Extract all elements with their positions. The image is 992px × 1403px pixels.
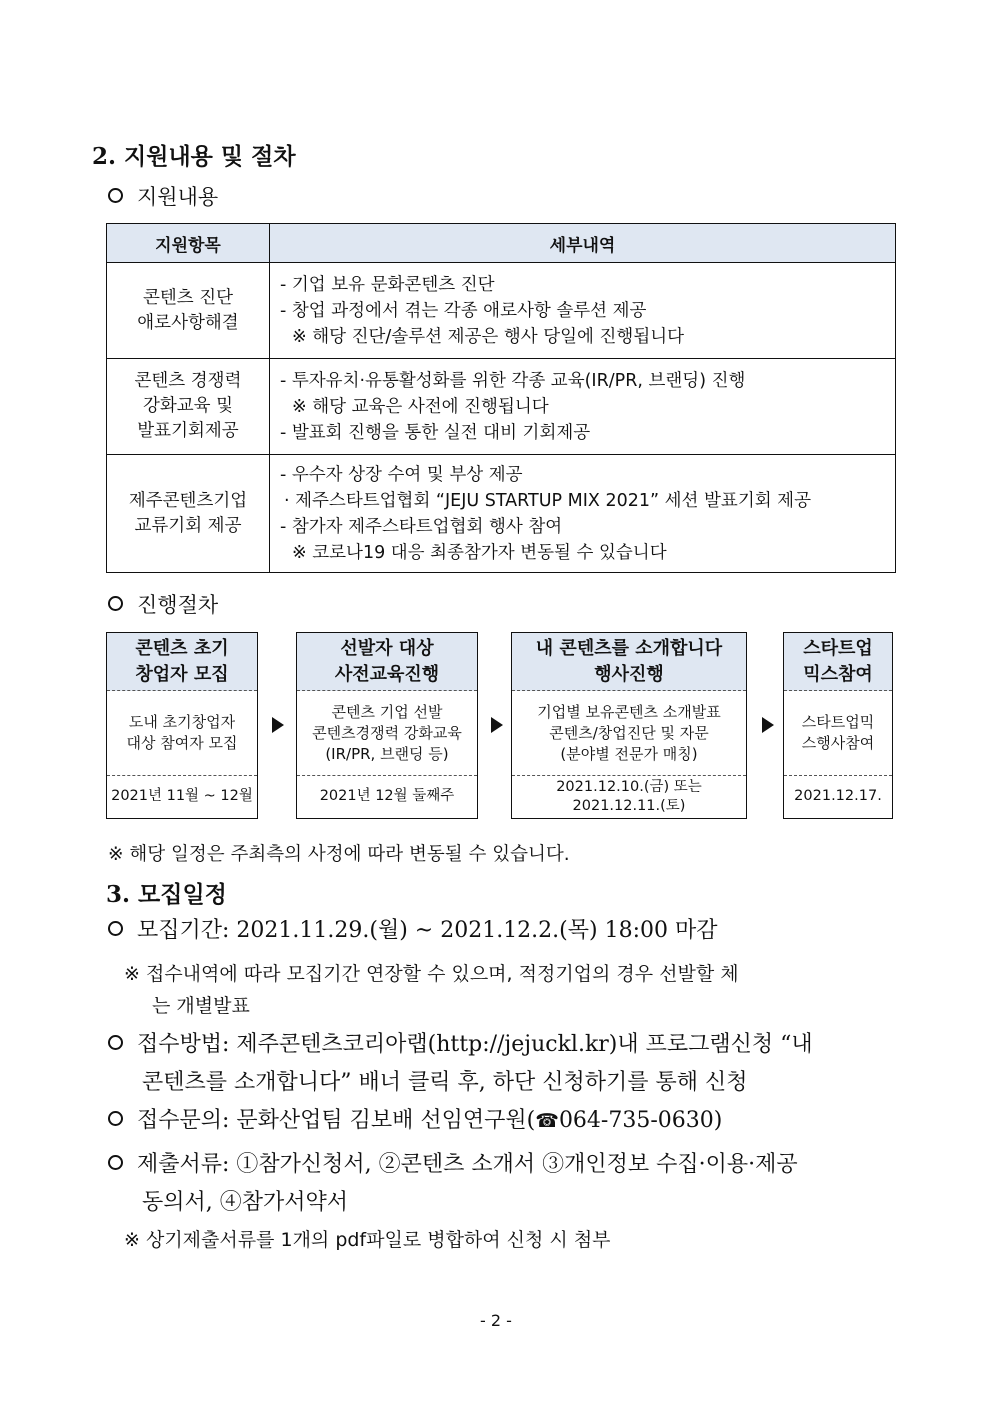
submit-docs-text: 제출서류: ①참가신청서, ②콘텐츠 소개서 ③개인정보 수집·이용·제공 (137, 1152, 798, 1177)
item-line: 발표기회제공 (137, 421, 239, 441)
table-cell-detail (270, 455, 896, 573)
detail-line: - 투자유치·유통활성화를 위한 각종 교육(IR/PR, 브랜딩) 진행 (280, 370, 746, 391)
step-desc-line: 스행사참여 (801, 734, 875, 752)
step-date (784, 776, 892, 817)
page-number: - 2 - (480, 1311, 512, 1330)
apply-method (108, 1026, 813, 1102)
period-note (124, 958, 739, 1022)
item-line: 콘텐츠 진단 (142, 287, 234, 308)
bullet-circle-icon (108, 1155, 123, 1170)
step-title (784, 633, 892, 691)
step-desc-line: 콘텐츠 기업 선발 (331, 702, 443, 721)
detail-line: - 창업 과정에서 겪는 각종 애로사항 솔루션 제공 (280, 300, 647, 321)
step-desc (107, 691, 257, 776)
submit-docs-text: 동의서, ④참가서약서 (142, 1190, 349, 1215)
detail-note: ※ 해당 교육은 사전에 진행됩니다 (292, 396, 549, 417)
process-heading (108, 589, 218, 619)
detail-line: - 발표회 진행을 통한 실전 대비 기회제공 (280, 422, 591, 443)
item-line: 교류기회 제공 (134, 515, 242, 536)
step-title-line: 행사진행 (594, 663, 664, 685)
step-desc (297, 691, 477, 776)
submit-docs (108, 1146, 798, 1222)
section-2-title: 2. 지원내용 및 절차 (92, 143, 296, 170)
period-note-line: ※ 접수내역에 따라 모집기간 연장할 수 있으며, 적정기업의 경우 선발할 체 (124, 963, 739, 985)
docs-note: ※ 상기제출서류를 1개의 pdf파일로 병합하여 신청 시 첨부 (124, 1229, 611, 1251)
table-cell-detail (270, 263, 896, 359)
process-step-event (511, 632, 747, 819)
apply-method-text: 접수방법: 제주콘텐츠코리아랩(http://jejuckl.kr)내 프로그램신청 “내 (137, 1032, 813, 1057)
step-desc-line: (IR/PR, 브랜딩 등) (325, 744, 449, 763)
detail-line: · 제주스타트업협회 “JEJU STARTUP MIX 2021” 세션 발표기회 제공 (284, 490, 811, 511)
step-title-line: 콘텐츠 초기 (135, 637, 229, 659)
table-row (107, 359, 896, 455)
table-row (107, 263, 896, 359)
arrow-right-icon (491, 717, 503, 733)
step-date (297, 776, 477, 817)
step-title (297, 633, 477, 691)
step-desc (512, 691, 746, 776)
step-title-line: 내 콘텐츠를 소개합니다 (535, 637, 723, 659)
support-heading-text: 지원내용 (137, 185, 219, 209)
step-title-line: 창업자 모집 (135, 663, 229, 685)
detail-line: - 우수자 상장 수여 및 부상 제공 (280, 464, 523, 485)
step-date (107, 776, 257, 817)
header-detail: 세부내역 (270, 224, 896, 263)
step-desc-line: 기업별 보유콘텐츠 소개발표 (537, 702, 721, 721)
apply-method-text: 콘텐츠를 소개합니다” 배너 클릭 후, 하단 신청하기를 통해 신청 (142, 1070, 748, 1095)
arrow-right-icon (272, 717, 284, 733)
arrow-right-icon (762, 717, 774, 733)
step-date (512, 776, 746, 817)
step-title-line: 사전교육진행 (334, 663, 440, 685)
step-desc-line: 스타트업믹 (801, 713, 875, 731)
inquiry-phone: 064-735-0630) (558, 1108, 723, 1133)
step-date-line: 2021.12.17. (794, 788, 882, 804)
table-header-row (107, 224, 896, 263)
process-step-startup-mix (783, 632, 893, 819)
step-desc-line: 도내 초기창업자 (128, 713, 236, 731)
step-desc-line: 콘텐츠경쟁력 강화교육 (312, 723, 462, 742)
process-heading-text: 진행절차 (137, 593, 219, 617)
step-title (107, 633, 257, 691)
process-step-recruit (106, 632, 258, 819)
step-title-line: 스타트업 (803, 637, 873, 659)
recruit-period (108, 916, 717, 946)
table-cell-item (107, 455, 270, 573)
bullet-circle-icon (108, 596, 123, 611)
step-date-line: 2021.12.11.(토) (572, 797, 686, 814)
process-step-education (296, 632, 478, 819)
step-date-line: 2021.12.10.(금) 또는 (556, 778, 702, 795)
apply-inquiry (108, 1106, 722, 1136)
section-3-title: 3. 모집일정 (106, 881, 227, 908)
header-item: 지원항목 (107, 224, 270, 263)
detail-line: - 기업 보유 문화콘텐츠 진단 (280, 274, 495, 295)
item-line: 콘텐츠 경쟁력 (134, 371, 242, 391)
support-table (106, 223, 896, 573)
step-title-line: 선발자 대상 (340, 637, 434, 659)
detail-line: - 참가자 제주스타트업협회 행사 참여 (280, 516, 563, 537)
period-note-line: 는 개별발표 (152, 995, 250, 1017)
bullet-circle-icon (108, 1035, 123, 1050)
table-cell-item (107, 263, 270, 359)
step-title (512, 633, 746, 691)
bullet-circle-icon (108, 188, 123, 203)
item-line: 애로사항해결 (137, 312, 239, 333)
recruit-period-text: 모집기간: 2021.11.29.(월) ~ 2021.12.2.(목) 18:00 마감 (137, 918, 718, 943)
item-line: 강화교육 및 (142, 396, 234, 416)
table-cell-item (107, 359, 270, 455)
step-desc-line: 대상 참여자 모집 (126, 734, 238, 752)
table-row (107, 455, 896, 573)
step-desc-line: (분야별 전문가 매칭) (560, 744, 698, 763)
item-line: 제주콘텐츠기업 (128, 490, 248, 511)
bullet-circle-icon (108, 1111, 123, 1126)
detail-note: ※ 코로나19 대응 최종참가자 변동될 수 있습니다 (292, 542, 667, 563)
step-date-line: 2021년 11월 ~ 12월 (111, 788, 253, 804)
step-desc (784, 691, 892, 776)
phone-icon: ☎ (535, 1110, 559, 1132)
inquiry-text: 접수문의: 문화산업팀 김보배 선임연구원( (137, 1108, 536, 1133)
step-title-line: 믹스참여 (803, 663, 873, 685)
detail-note: ※ 해당 진단/솔루션 제공은 행사 당일에 진행됩니다 (292, 326, 685, 347)
schedule-note: ※ 해당 일정은 주최측의 사정에 따라 변동될 수 있습니다. (108, 844, 570, 865)
support-heading (108, 181, 218, 211)
table-cell-detail (270, 359, 896, 455)
step-date-line: 2021년 12월 둘째주 (319, 788, 455, 804)
bullet-circle-icon (108, 921, 123, 936)
step-desc-line: 콘텐츠/창업진단 및 자문 (549, 723, 709, 742)
